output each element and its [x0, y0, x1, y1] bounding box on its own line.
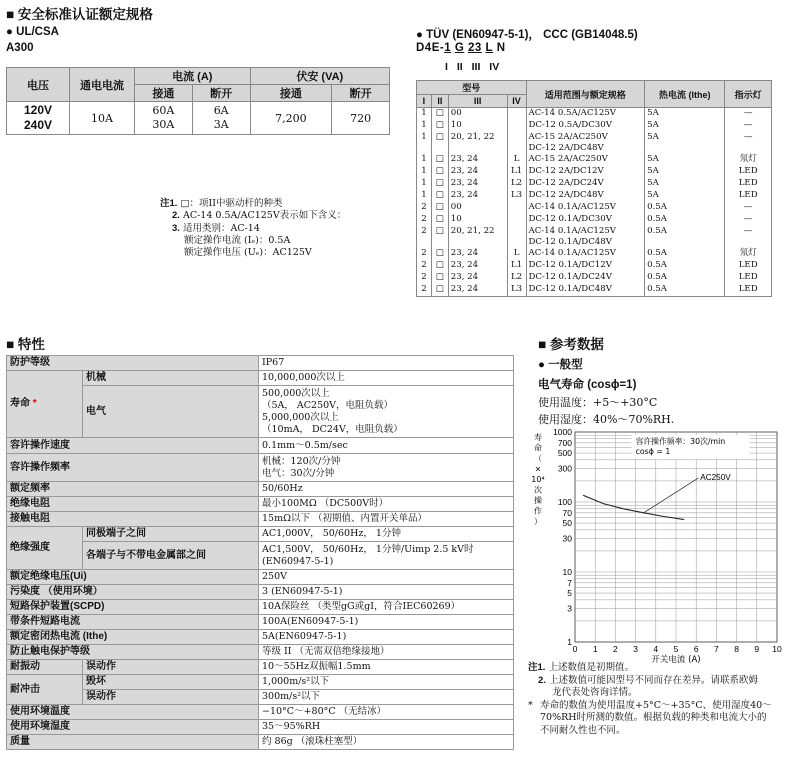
- x-tick-label: 6: [693, 644, 699, 654]
- x-tick-label: 4: [653, 644, 659, 654]
- tuv-range-line: DC-12 0.5A/DC30V: [528, 120, 612, 130]
- ds1-v: AC1,000V， 50/60Hz， 1分钟: [259, 527, 514, 542]
- tuv-cell-iv: [507, 132, 526, 154]
- tuv-title: ● TÜV (EN60947-5-1)， CCC (GB14048.5): [416, 29, 638, 41]
- current-cell: 10A: [70, 102, 135, 135]
- tuv-cell-ind: LED: [725, 190, 772, 202]
- tuv-cell-range: [526, 132, 645, 154]
- y-tick-label: 300: [557, 463, 572, 474]
- tuv-cell-iv: [507, 202, 526, 214]
- tuv-cell-i: 1: [417, 178, 432, 190]
- ds2-k: 各端子与不带电金属部之间: [83, 542, 259, 570]
- h-model: 型号: [417, 81, 527, 95]
- x-tick-label: 7: [714, 644, 719, 654]
- h-voltage: 电压: [7, 68, 70, 102]
- rated-freq-v: 50/60Hz: [259, 482, 514, 497]
- y-axis-label-char: 10⁴: [531, 475, 545, 484]
- v1: 120V: [23, 103, 53, 117]
- ith-v: 5A(EN60947-5-1): [259, 630, 514, 645]
- tuv-cell-ind: —: [725, 214, 772, 226]
- tuv-cell-iii: 20, 21, 22: [448, 132, 507, 154]
- h-ith: 热电流 (Ithe): [645, 81, 725, 108]
- imp1-k: 毁坏: [83, 675, 259, 690]
- rs3: 不同耐久性也不同。: [540, 724, 626, 736]
- n2-label: 2.: [172, 210, 180, 222]
- tuv-range-line: DC-12 2A/DC24V: [528, 178, 604, 188]
- tuv-cell-ind: LED: [725, 178, 772, 190]
- tuv-cell-ii: □: [431, 166, 448, 178]
- tuv-cell-iii: 00: [448, 202, 507, 214]
- n3: 适用类别：AC-14: [182, 222, 260, 234]
- x-tick-label: 2: [613, 644, 618, 654]
- tuv-row: [417, 272, 772, 284]
- h-break2: 断开: [332, 85, 390, 102]
- tuv-cell-ind: —: [725, 120, 772, 132]
- h-range: 适用范围与额定规格: [526, 81, 645, 108]
- rn2a: 上述数值可能因型号不同而存在差异。请联系欧姆: [548, 674, 758, 686]
- y-axis-label-char: 次: [534, 485, 542, 495]
- tuv-cell-ind: LED: [725, 166, 772, 178]
- freq-v1: 机械：120次/分钟: [262, 455, 341, 467]
- tuv-cell-ii: □: [431, 226, 448, 248]
- tuv-cell-iii: 23, 24: [448, 154, 507, 166]
- y-axis-label-char: 作: [534, 506, 542, 516]
- pol-v: 3 (EN60947-5-1): [259, 585, 514, 600]
- n3c: 额定操作电压 (Uₑ)：AC125V: [184, 247, 312, 259]
- tuv-cell-ith: 5A: [645, 190, 725, 202]
- h-va: 伏安 (VA): [250, 68, 389, 85]
- amp-break-cell: [192, 102, 250, 135]
- ins-v: 最小100MΩ （DC500V时）: [259, 497, 514, 512]
- roman-2: II: [456, 61, 463, 73]
- life-chart: [530, 424, 792, 664]
- freq-k: 容许操作频率: [7, 454, 259, 482]
- x-tick-label: 9: [754, 644, 760, 654]
- ul-title: ● UL/CSA: [6, 26, 59, 38]
- ins-k: 绝缘电阻: [7, 497, 259, 512]
- life-star: *: [32, 398, 37, 409]
- tuv-cell-ind: 氖灯: [725, 154, 772, 166]
- rn2-label: 2.: [538, 674, 546, 686]
- scpd-k: 短路保护装置(SCPD): [7, 600, 259, 615]
- tuv-cell-range: [526, 166, 645, 178]
- tuv-cell-range: [526, 260, 645, 272]
- impact-k: 耐冲击: [7, 675, 83, 705]
- rn2b: 龙代表处咨询详情。: [552, 687, 638, 698]
- y-axis-label-char: 命: [534, 443, 542, 453]
- tuv-cell-iv: L1: [507, 260, 526, 272]
- tuv-row: [417, 284, 772, 297]
- tuv-cell-iv: [507, 226, 526, 248]
- mass-k: 质量: [7, 735, 259, 750]
- x-tick-label: 8: [734, 644, 739, 654]
- ref-temp: 使用温度：+5～+30°C: [538, 396, 658, 409]
- n1: □：项II中驱动杆的种类: [180, 198, 283, 209]
- x-tick-label: 1: [592, 644, 598, 654]
- freq-v: [259, 454, 514, 482]
- tuv-cell-iv: L: [507, 154, 526, 166]
- temp-k: 使用环境温度: [7, 705, 259, 720]
- x-tick-label: 3: [633, 644, 638, 654]
- annotation-line: cosϕ = 1: [635, 446, 671, 456]
- h-current: 通电电流: [70, 68, 135, 102]
- ab2: 3A: [213, 118, 229, 131]
- tuv-cell-ii: □: [431, 178, 448, 190]
- tuv-cell-i: 2: [417, 272, 432, 284]
- tuv-cell-range: [526, 284, 645, 297]
- rs2: 70%RH时所测的数值。根据负载的种类和电流大小的: [540, 712, 767, 723]
- va-break-cell: 720: [332, 102, 390, 135]
- mech-k: 机械: [83, 371, 259, 386]
- contact-v: 15mΩ以下 （初期值、内置开关单品）: [259, 512, 514, 527]
- y-tick-label: 5: [567, 588, 572, 599]
- tuv-cell-range: [526, 214, 645, 226]
- ul-rating-table: [6, 67, 390, 135]
- tuv-row: [417, 226, 772, 248]
- tuv-cell-i: 1: [417, 190, 432, 202]
- tuv-range-line: DC-12 2A/DC48V: [528, 143, 604, 153]
- tuv-range-line: DC-12 2A/DC12V: [528, 166, 604, 176]
- tuv-cell-range: [526, 272, 645, 284]
- tuv-code: [416, 42, 506, 54]
- tuv-cell-ith: 0.5A: [645, 248, 725, 260]
- tuv-cell-range: [526, 202, 645, 214]
- code-roman: [445, 61, 499, 73]
- tuv-cell-ii: □: [431, 154, 448, 166]
- tuv-range-line: DC-12 0.1A/DC48V: [528, 237, 612, 247]
- chart-title: 电气寿命 (cosϕ=1): [538, 379, 637, 391]
- vib-v: 10～55Hz双振幅1.5mm: [259, 660, 514, 675]
- tuv-row: [417, 202, 772, 214]
- tuv-rows: [417, 108, 772, 297]
- tuv-cell-i: 2: [417, 226, 432, 248]
- tuv-cell-i: 2: [417, 202, 432, 214]
- tuv-cell-ii: □: [431, 108, 448, 121]
- am1: 60A: [152, 104, 175, 117]
- tuv-cell-ith: 5A: [645, 120, 725, 132]
- tuv-cell-ith: 5A: [645, 166, 725, 178]
- tuv-cell-iv: [507, 214, 526, 226]
- code-part-2: G: [454, 42, 465, 54]
- roman-3: III: [471, 61, 481, 73]
- rated-freq-k: 额定频率: [7, 482, 259, 497]
- tuv-cell-ii: □: [431, 132, 448, 154]
- tuv-cell-range: [526, 226, 645, 248]
- h-ind: 指示灯: [725, 81, 772, 108]
- tuv-cell-ind: —: [725, 226, 772, 248]
- tuv-cell-ith: 5A: [645, 154, 725, 166]
- tuv-row: [417, 214, 772, 226]
- y-tick-label: 7: [567, 577, 572, 588]
- y-tick-label: 10: [562, 567, 572, 577]
- tuv-cell-ii: □: [431, 214, 448, 226]
- elec-v3: 5,000,000次以上: [262, 411, 339, 423]
- imp2-v: 300m/s²以下: [259, 690, 514, 705]
- vib-k: 耐振动: [7, 660, 83, 675]
- life-label: 寿命: [10, 398, 30, 409]
- tuv-cell-iii: 10: [448, 214, 507, 226]
- ds-k: 绝缘强度: [7, 527, 83, 570]
- n3b: 额定操作电流 (Iₑ)：0.5A: [184, 234, 291, 246]
- elec-v4: （10mA， DC24V，电阻负载）: [262, 423, 403, 435]
- y-tick-label: 3: [567, 603, 572, 614]
- tuv-cell-ii: □: [431, 248, 448, 260]
- n3-label: 3.: [172, 222, 180, 234]
- h-I: I: [417, 95, 432, 108]
- ds1-k: 同极端子之间: [83, 527, 259, 542]
- imp1-v: 1,000m/s²以下: [259, 675, 514, 690]
- va-make-cell: 7,200: [250, 102, 332, 135]
- tuv-cell-i: 2: [417, 248, 432, 260]
- tuv-row: [417, 178, 772, 190]
- tuv-cell-range: [526, 108, 645, 121]
- tuv-cell-iii: 23, 24: [448, 178, 507, 190]
- tuv-row: [417, 260, 772, 272]
- cond-v: 100A(EN60947-5-1): [259, 615, 514, 630]
- speed-v: 0.1mm～0.5m/sec: [259, 438, 514, 454]
- tuv-cell-i: 2: [417, 284, 432, 297]
- y-tick-label: 70: [562, 507, 572, 518]
- ui-v: 250V: [259, 570, 514, 585]
- y-tick-label: 50: [562, 518, 572, 529]
- tuv-cell-ith: 0.5A: [645, 260, 725, 272]
- tuv-cell-iii: 23, 24: [448, 166, 507, 178]
- ds2-v2: (EN60947-5-1): [262, 555, 334, 567]
- tuv-range-line: DC-12 0.1A/DC30V: [528, 214, 612, 224]
- code-prefix: D4E-: [416, 42, 445, 54]
- contact-k: 接触电阻: [7, 512, 259, 527]
- amp-make-cell: [135, 102, 193, 135]
- ds2-v1: AC1,500V， 50/60Hz， 1分钟/Uimp 2.5 kV时: [262, 543, 474, 555]
- y-axis-label-char: ×: [534, 464, 542, 474]
- elec-k: 电气: [83, 386, 259, 438]
- tuv-range-line: AC-15 2A/AC250V: [528, 132, 608, 142]
- voltage-cell: [7, 102, 70, 135]
- tuv-cell-iii: 23, 24: [448, 272, 507, 284]
- tuv-cell-ith: 5A: [645, 108, 725, 121]
- tuv-row: [417, 166, 772, 178]
- tuv-cell-ind: —: [725, 132, 772, 154]
- safety-heading: ■ 安全标准认证额定规格: [6, 7, 153, 22]
- tuv-cell-range: [526, 178, 645, 190]
- ds2-v: [259, 542, 514, 570]
- v2: 240V: [23, 118, 53, 132]
- pol-k: 污染度 （使用环境）: [7, 585, 259, 600]
- tuv-cell-iii: 23, 24: [448, 260, 507, 272]
- rn1: 上述数值是初期值。: [548, 662, 634, 673]
- cond-k: 带条件短路电流: [7, 615, 259, 630]
- tuv-cell-ith: 0.5A: [645, 226, 725, 248]
- tuv-cell-ind: LED: [725, 260, 772, 272]
- tuv-row: [417, 108, 772, 121]
- ref-heading: ■ 参考数据: [538, 337, 604, 352]
- n1-label: 注1.: [160, 198, 178, 209]
- tuv-cell-ind: LED: [725, 284, 772, 297]
- elec-v2: （5A， AC250V，电阻负载）: [262, 399, 394, 411]
- tuv-cell-ith: 5A: [645, 178, 725, 190]
- tuv-cell-iv: [507, 108, 526, 121]
- tuv-cell-ind: —: [725, 108, 772, 121]
- rn-star: *: [528, 699, 533, 711]
- life-k: [7, 371, 83, 438]
- mass-v: 约 86g （滚珠柱塞型）: [259, 735, 514, 750]
- code-part-3: 23: [467, 42, 482, 54]
- tuv-cell-i: 2: [417, 214, 432, 226]
- tuv-cell-i: 2: [417, 260, 432, 272]
- tuv-table: [416, 80, 772, 297]
- tuv-cell-iii: 23, 24: [448, 190, 507, 202]
- ul-model: A300: [6, 42, 34, 54]
- tuv-cell-ii: □: [431, 260, 448, 272]
- tuv-cell-iv: L2: [507, 178, 526, 190]
- code-part-1: 1: [444, 42, 452, 54]
- ab1: 6A: [213, 104, 229, 117]
- tuv-cell-ind: LED: [725, 272, 772, 284]
- y-tick-label: 700: [557, 437, 572, 448]
- temp-v: −10°C～+80°C （无结冰）: [259, 705, 514, 720]
- tuv-cell-iv: [507, 120, 526, 132]
- ref-notes: [528, 662, 790, 737]
- mech-v: 10,000,000次以上: [259, 371, 514, 386]
- y-axis-label-char: 操: [534, 496, 542, 505]
- safety-notes: [160, 198, 410, 259]
- y-axis-label-char: ）: [534, 517, 542, 526]
- h-break: 断开: [192, 85, 250, 102]
- tuv-cell-i: 1: [417, 166, 432, 178]
- tuv-cell-iii: 00: [448, 108, 507, 121]
- freq-v2: 电气：30次/分钟: [262, 467, 335, 479]
- hum-v: 35～95%RH: [259, 720, 514, 735]
- tuv-cell-ith: 0.5A: [645, 272, 725, 284]
- tuv-row: [417, 132, 772, 154]
- h-make2: 接通: [250, 85, 332, 102]
- y-tick-label: 500: [557, 448, 572, 459]
- hum-k: 使用环境湿度: [7, 720, 259, 735]
- rn1-label: 注1.: [528, 662, 546, 673]
- h-make: 接通: [135, 85, 193, 102]
- h-II: II: [431, 95, 448, 108]
- tuv-range-line: AC-15 2A/AC250V: [528, 154, 608, 164]
- y-axis-label-char: （: [534, 454, 542, 463]
- h-IV: IV: [507, 95, 526, 108]
- tuv-cell-ind: 氖灯: [725, 248, 772, 260]
- elec-v1: 500,000次以上: [262, 387, 330, 399]
- tuv-cell-range: [526, 248, 645, 260]
- tuv-row: [417, 120, 772, 132]
- tuv-range-line: AC-14 0.1A/AC125V: [528, 202, 617, 212]
- tuv-range-line: DC-12 0.1A/DC48V: [528, 284, 612, 294]
- speed-k: 容许操作速度: [7, 438, 259, 454]
- y-axis-label-char: 寿: [534, 433, 542, 442]
- tuv-cell-i: 1: [417, 120, 432, 132]
- tuv-row: [417, 190, 772, 202]
- tuv-cell-iv: L1: [507, 166, 526, 178]
- tuv-range-line: DC-12 0.1A/DC12V: [528, 260, 612, 270]
- y-tick-label: 30: [562, 533, 572, 544]
- vib-sub: 误动作: [83, 660, 259, 675]
- tuv-cell-i: 1: [417, 132, 432, 154]
- tuv-cell-ind: —: [725, 202, 772, 214]
- tuv-row: [417, 154, 772, 166]
- tuv-range-line: AC-14 0.1A/AC125V: [528, 248, 617, 258]
- tuv-cell-i: 1: [417, 108, 432, 121]
- tuv-range-line: DC-12 2A/DC48V: [528, 190, 604, 200]
- am2: 30A: [152, 118, 175, 131]
- tuv-cell-iii: 10: [448, 120, 507, 132]
- annotation-line: 容许操作频率：30次/min: [635, 436, 726, 446]
- tuv-cell-iii: 23, 24: [448, 284, 507, 297]
- shock-v: 等级 II （无需双倍绝缘接地）: [259, 645, 514, 660]
- tuv-cell-range: [526, 154, 645, 166]
- tuv-range-line: AC-14 0.1A/AC125V: [528, 226, 617, 236]
- series-label: AC250V: [700, 473, 731, 483]
- ref-type: ● 一般型: [538, 359, 583, 371]
- ui-k: 额定绝缘电压(Ui): [7, 570, 259, 585]
- tuv-cell-ii: □: [431, 284, 448, 297]
- y-tick-label: 100: [557, 497, 572, 507]
- char-heading: ■ 特性: [6, 337, 45, 352]
- code-part-5: N: [496, 42, 506, 54]
- tuv-cell-range: [526, 190, 645, 202]
- tuv-range-line: DC-12 0.1A/DC24V: [528, 272, 612, 282]
- tuv-cell-ith: 0.5A: [645, 214, 725, 226]
- imp2-k: 误动作: [83, 690, 259, 705]
- rs1: 寿命的数值为使用温度+5°C～+35°C、使用湿度40～: [540, 699, 772, 711]
- ith-k: 额定密闭热电流 (Ithe): [7, 630, 259, 645]
- tuv-cell-i: 1: [417, 154, 432, 166]
- tuv-cell-ith: 0.5A: [645, 284, 725, 297]
- tuv-cell-ii: □: [431, 190, 448, 202]
- tuv-cell-ith: 5A: [645, 132, 725, 154]
- tuv-cell-ii: □: [431, 202, 448, 214]
- n2: AC-14 0.5A/AC125V表示如下含义：: [182, 210, 347, 222]
- ref-hum: 使用湿度：40%～70%RH.: [538, 413, 675, 426]
- tuv-cell-iv: L3: [507, 284, 526, 297]
- x-tick-label: 0: [572, 644, 578, 654]
- y-tick-label: 1000: [553, 427, 572, 437]
- tuv-range-line: AC-14 0.5A/AC125V: [528, 108, 617, 118]
- tuv-cell-ii: □: [431, 120, 448, 132]
- tuv-cell-iv: L3: [507, 190, 526, 202]
- scpd-v: 10A保险丝 （类型gG或gI，符合IEC60269）: [259, 600, 514, 615]
- y-tick-label: 1: [567, 637, 572, 647]
- h-III: III: [448, 95, 507, 108]
- tuv-cell-iv: L: [507, 248, 526, 260]
- x-tick-label: 10: [772, 644, 782, 654]
- tuv-cell-ii: □: [431, 272, 448, 284]
- h-amp: 电流 (A): [135, 68, 251, 85]
- characteristics-table: [6, 355, 514, 750]
- x-tick-label: 5: [673, 644, 679, 654]
- shock-k: 防止触电保护等级: [7, 645, 259, 660]
- protect-v: IP67: [259, 356, 514, 371]
- tuv-row: [417, 248, 772, 260]
- tuv-cell-ith: 0.5A: [645, 202, 725, 214]
- roman-4: IV: [489, 61, 500, 73]
- tuv-cell-iii: 20, 21, 22: [448, 226, 507, 248]
- code-part-4: L: [485, 42, 493, 54]
- tuv-cell-iv: L2: [507, 272, 526, 284]
- protect-k: 防护等级: [7, 356, 259, 371]
- x-axis-label: 开关电流 (A): [651, 655, 701, 664]
- roman-1: I: [445, 61, 448, 73]
- tuv-cell-iii: 23, 24: [448, 248, 507, 260]
- elec-v: [259, 386, 514, 438]
- tuv-cell-range: [526, 120, 645, 132]
